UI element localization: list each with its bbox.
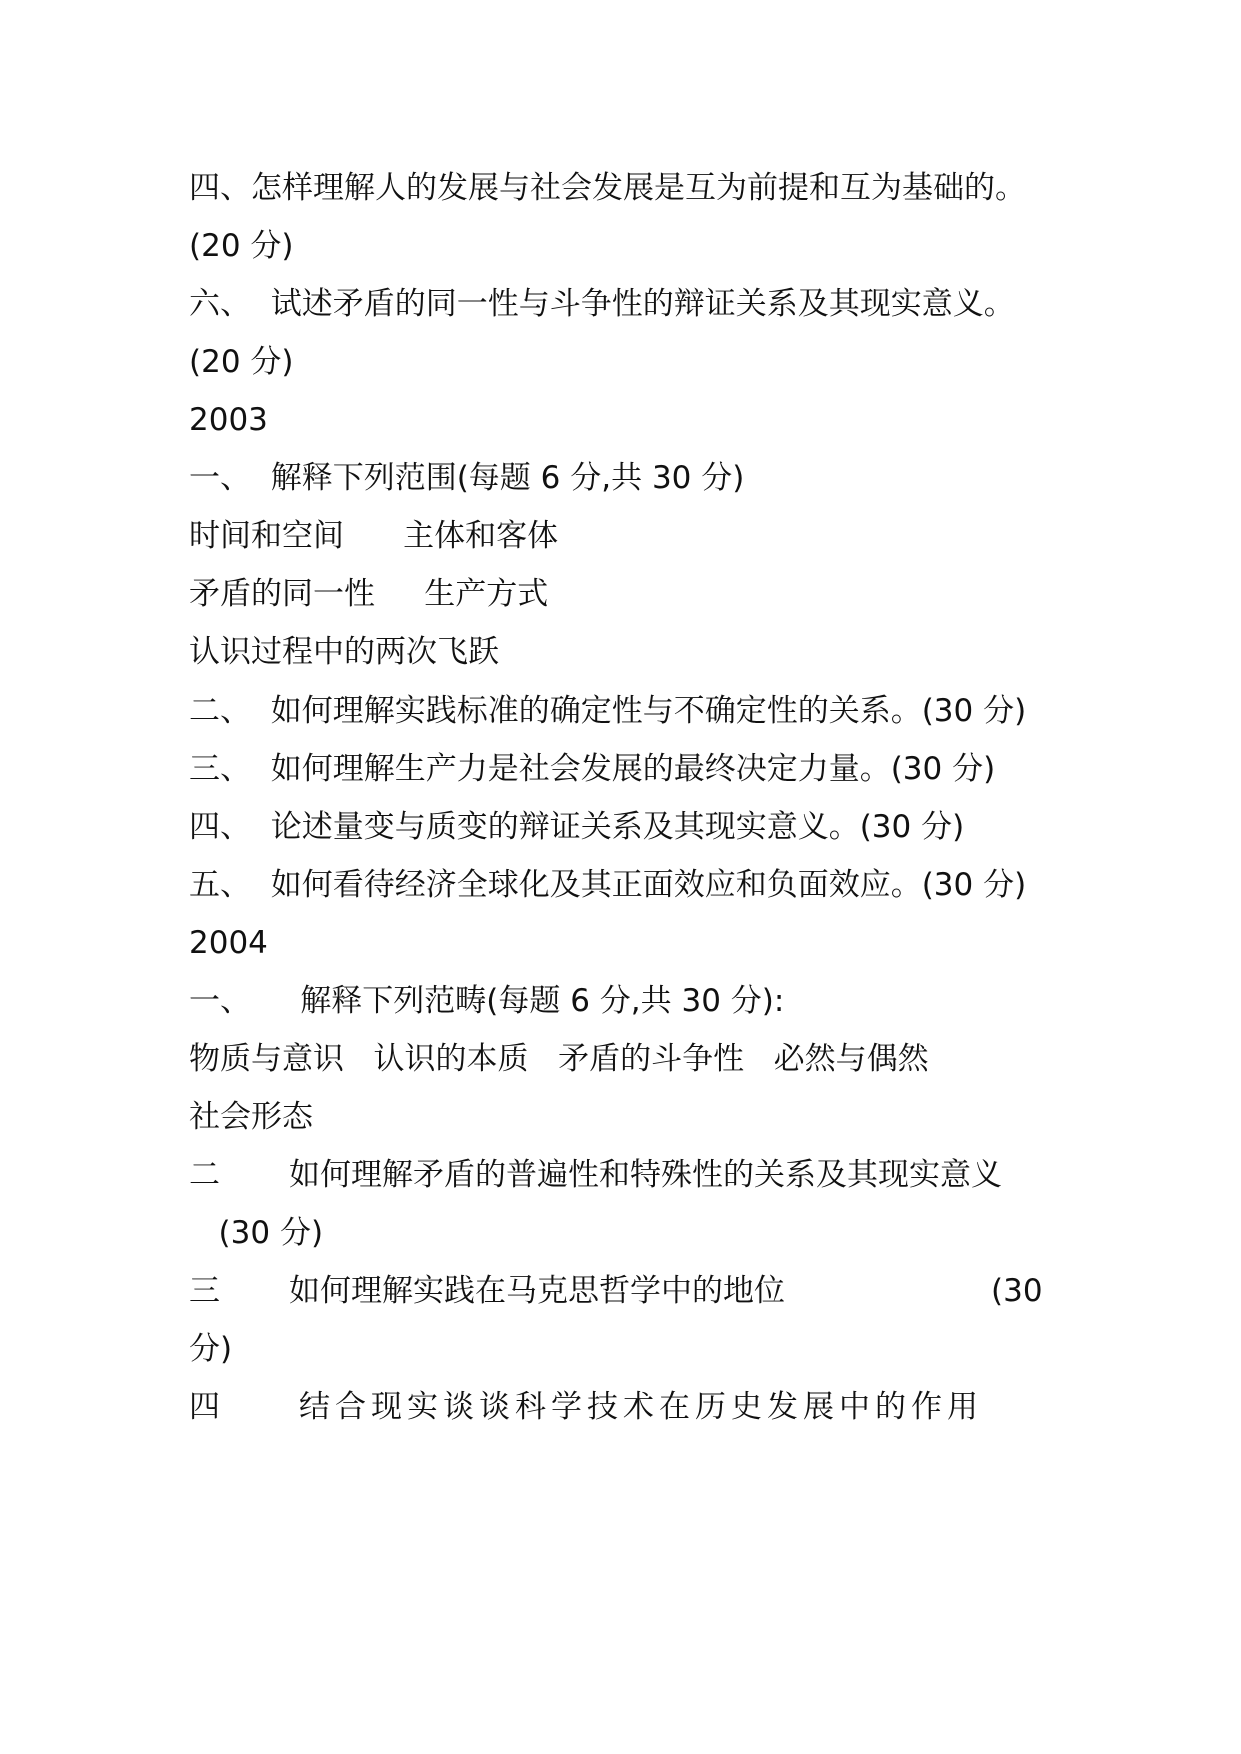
text-line: 认识过程中的两次飞跃 (189, 634, 499, 670)
text-line: 一、 解释下列范围(每题 6 分,共 30 分) (189, 460, 745, 496)
year-heading: 2003 (189, 402, 268, 438)
text-line: 六、 试述矛盾的同一性与斗争性的辩证关系及其现实意义。 (189, 286, 1015, 322)
score-text: (30 (991, 1273, 1043, 1309)
text-line: 物质与意识 认识的本质 矛盾的斗争性 必然与偶然 (189, 1041, 929, 1077)
question-text: 结合现实谈谈科学技术在历史发展中的作用 (299, 1389, 983, 1425)
text-line: (20 分) (189, 344, 294, 380)
question-text: 三 如何理解实践在马克思哲学中的地位 (189, 1273, 785, 1309)
text-line: 时间和空间 主体和客体 (189, 518, 559, 554)
text-line: 分) (189, 1331, 233, 1367)
text-line: 二、 如何理解实践标准的确定性与不确定性的关系。(30 分) (189, 693, 1027, 729)
year-heading: 2004 (189, 925, 268, 961)
text-line: 四、 论述量变与质变的辩证关系及其现实意义。(30 分) (189, 809, 965, 845)
text-line (189, 1382, 1049, 1432)
text-line: (30 分) (189, 1215, 324, 1251)
text-line: 社会形态 (189, 1099, 313, 1135)
question-number: 四 (189, 1389, 220, 1425)
text-line: 四、怎样理解人的发展与社会发展是互为前提和互为基础的。 (189, 170, 1026, 206)
text-line: (20 分) (189, 228, 294, 264)
text-line (189, 1266, 1049, 1316)
text-line: 矛盾的同一性 生产方式 (189, 576, 549, 612)
text-line: 三、 如何理解生产力是社会发展的最终决定力量。(30 分) (189, 751, 996, 787)
text-line: 五、 如何看待经济全球化及其正面效应和负面效应。(30 分) (189, 867, 1027, 903)
text-line: 一、 解释下列范畴(每题 6 分,共 30 分): (189, 983, 785, 1019)
text-line: 二 如何理解矛盾的普遍性和特殊性的关系及其现实意义 (189, 1157, 1002, 1193)
